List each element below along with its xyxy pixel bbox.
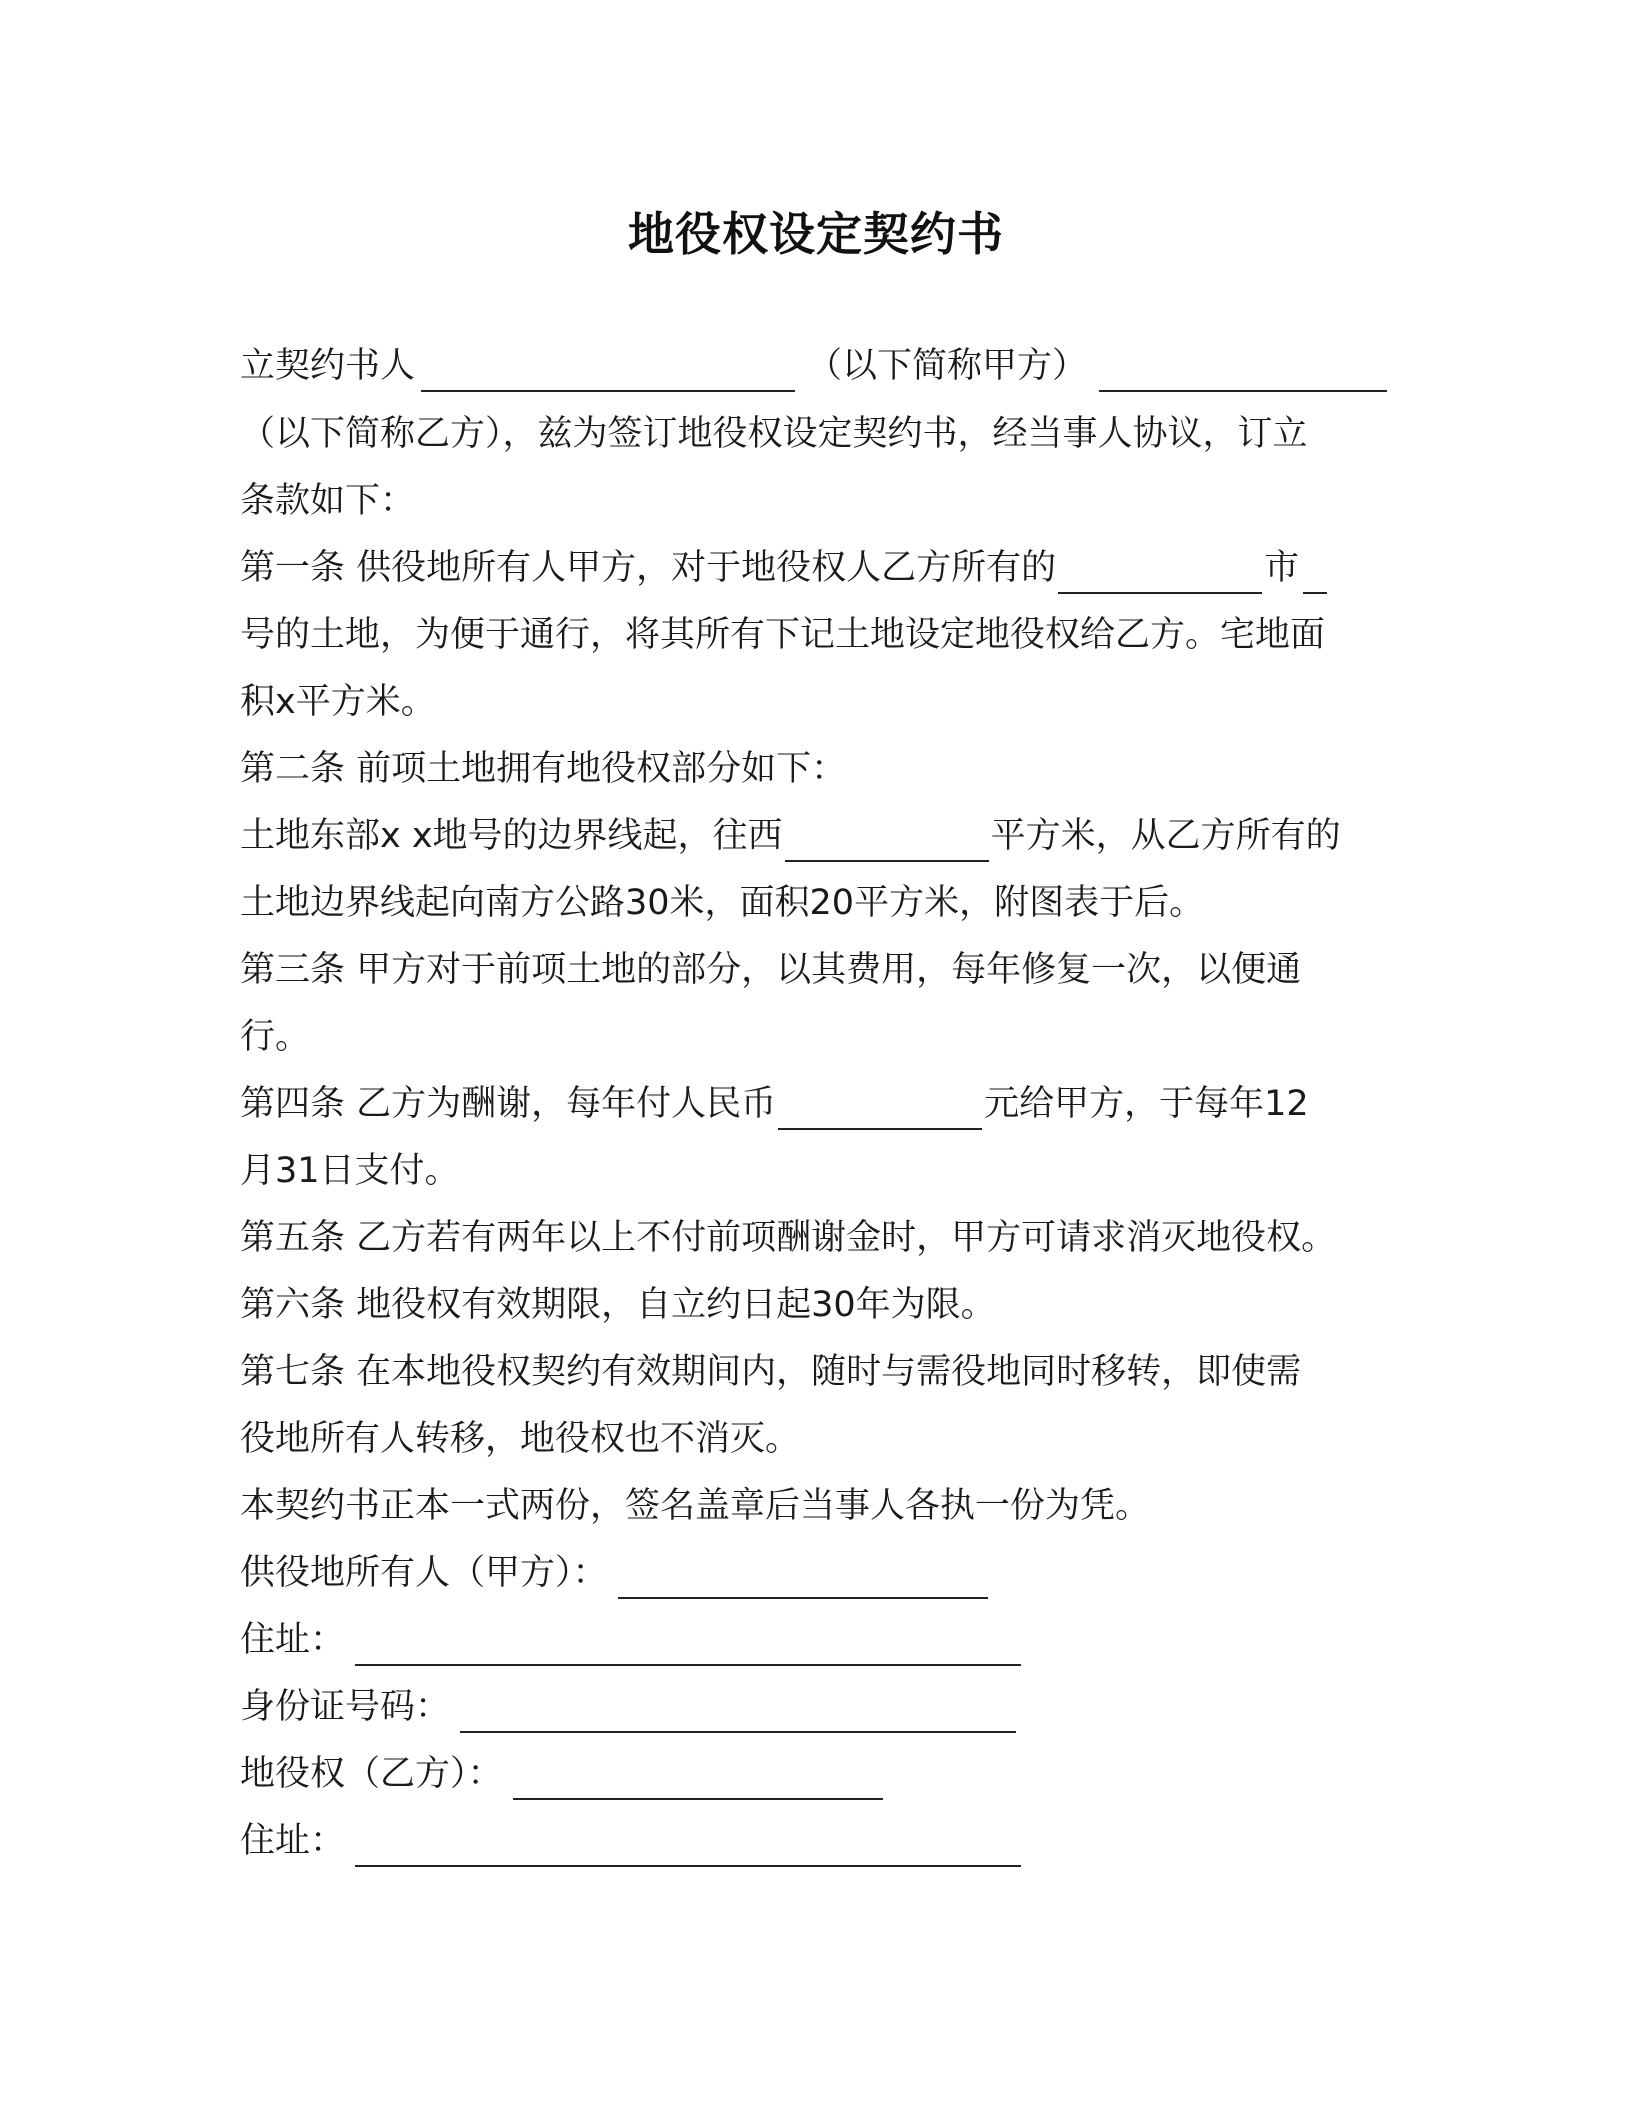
article-1-line-1 xyxy=(240,542,1327,594)
article-1-line-3: 积x平方米。 xyxy=(240,682,436,722)
id-number-row xyxy=(240,1681,1016,1733)
article-2-text-b: 平方米，从乙方所有的 xyxy=(990,816,1341,856)
article-2-line-1: 第二条 前项土地拥有地役权部分如下： xyxy=(240,749,847,789)
intro-line-3: 条款如下： xyxy=(240,481,416,521)
article-4-text-a: 第四条 乙方为酬谢，每年付人民币 xyxy=(240,1084,777,1124)
id-number-label: 身份证号码： xyxy=(240,1687,451,1727)
article-4-line-2: 月31日支付。 xyxy=(240,1151,460,1191)
intro-line-2: （以下简称乙方），兹为签订地役权设定契约书，经当事人协议，订立 xyxy=(240,414,1308,454)
intro-text-2: （以下简称甲方） xyxy=(807,346,1088,386)
article-7-line-2: 役地所有人转移，地役权也不消灭。 xyxy=(240,1419,801,1459)
article-1-line-2: 号的土地，为便于通行，将其所有下记土地设定地役权给乙方。宅地面 xyxy=(240,615,1326,655)
signature-party-a-label: 供役地所有人（甲方）： xyxy=(240,1553,608,1593)
address-a-row xyxy=(240,1614,1021,1666)
party-a-name-blank[interactable] xyxy=(421,350,795,392)
article-3-line-2: 行。 xyxy=(240,1017,311,1057)
article-5: 第五条 乙方若有两年以上不付前项酬谢金时，甲方可请求消灭地役权。 xyxy=(240,1218,1337,1258)
article-6: 第六条 地役权有效期限，自立约日起30年为限。 xyxy=(240,1285,996,1325)
article-2-text-a: 土地东部x x地号的边界线起，往西 xyxy=(240,816,783,856)
address-b-row xyxy=(240,1815,1021,1867)
id-number-blank[interactable] xyxy=(460,1691,1016,1733)
signature-party-b-label: 地役权（乙方）： xyxy=(240,1754,503,1794)
article-4-text-b: 元给甲方，于每年12 xyxy=(984,1084,1309,1124)
intro-line-1 xyxy=(240,340,1387,392)
article-4-line-1 xyxy=(240,1078,1309,1130)
city-blank[interactable] xyxy=(1058,552,1262,594)
lot-number-blank[interactable] xyxy=(1303,552,1327,594)
address-a-blank[interactable] xyxy=(355,1624,1021,1666)
signature-party-b-blank[interactable] xyxy=(513,1758,883,1800)
article-2-line-3: 土地边界线起向南方公路30米，面积20平方米，附图表于后。 xyxy=(240,883,1205,923)
address-b-label: 住址： xyxy=(240,1821,346,1861)
signature-party-a-blank[interactable] xyxy=(618,1557,988,1599)
area-west-blank[interactable] xyxy=(785,820,989,862)
intro-text-1: 立契约书人 xyxy=(240,346,416,386)
document-title: 地役权设定契约书 xyxy=(628,207,1004,261)
article-1-text-b: 市 xyxy=(1264,548,1300,588)
article-3-line-1: 第三条 甲方对于前项土地的部分，以其费用，每年修复一次，以便通 xyxy=(240,950,1302,990)
closing-statement: 本契约书正本一式两份，签名盖章后当事人各执一份为凭。 xyxy=(240,1486,1151,1526)
payment-amount-blank[interactable] xyxy=(778,1088,982,1130)
article-1-text-a: 第一条 供役地所有人甲方，对于地役权人乙方所有的 xyxy=(240,548,1057,588)
party-b-name-blank[interactable] xyxy=(1099,350,1387,392)
signature-party-a-row xyxy=(240,1547,988,1599)
article-2-line-2 xyxy=(240,810,1341,862)
article-7-line-1: 第七条 在本地役权契约有效期间内，随时与需役地同时移转，即使需 xyxy=(240,1352,1302,1392)
signature-party-b-row xyxy=(240,1748,883,1800)
address-b-blank[interactable] xyxy=(355,1825,1021,1867)
address-a-label: 住址： xyxy=(240,1620,346,1660)
